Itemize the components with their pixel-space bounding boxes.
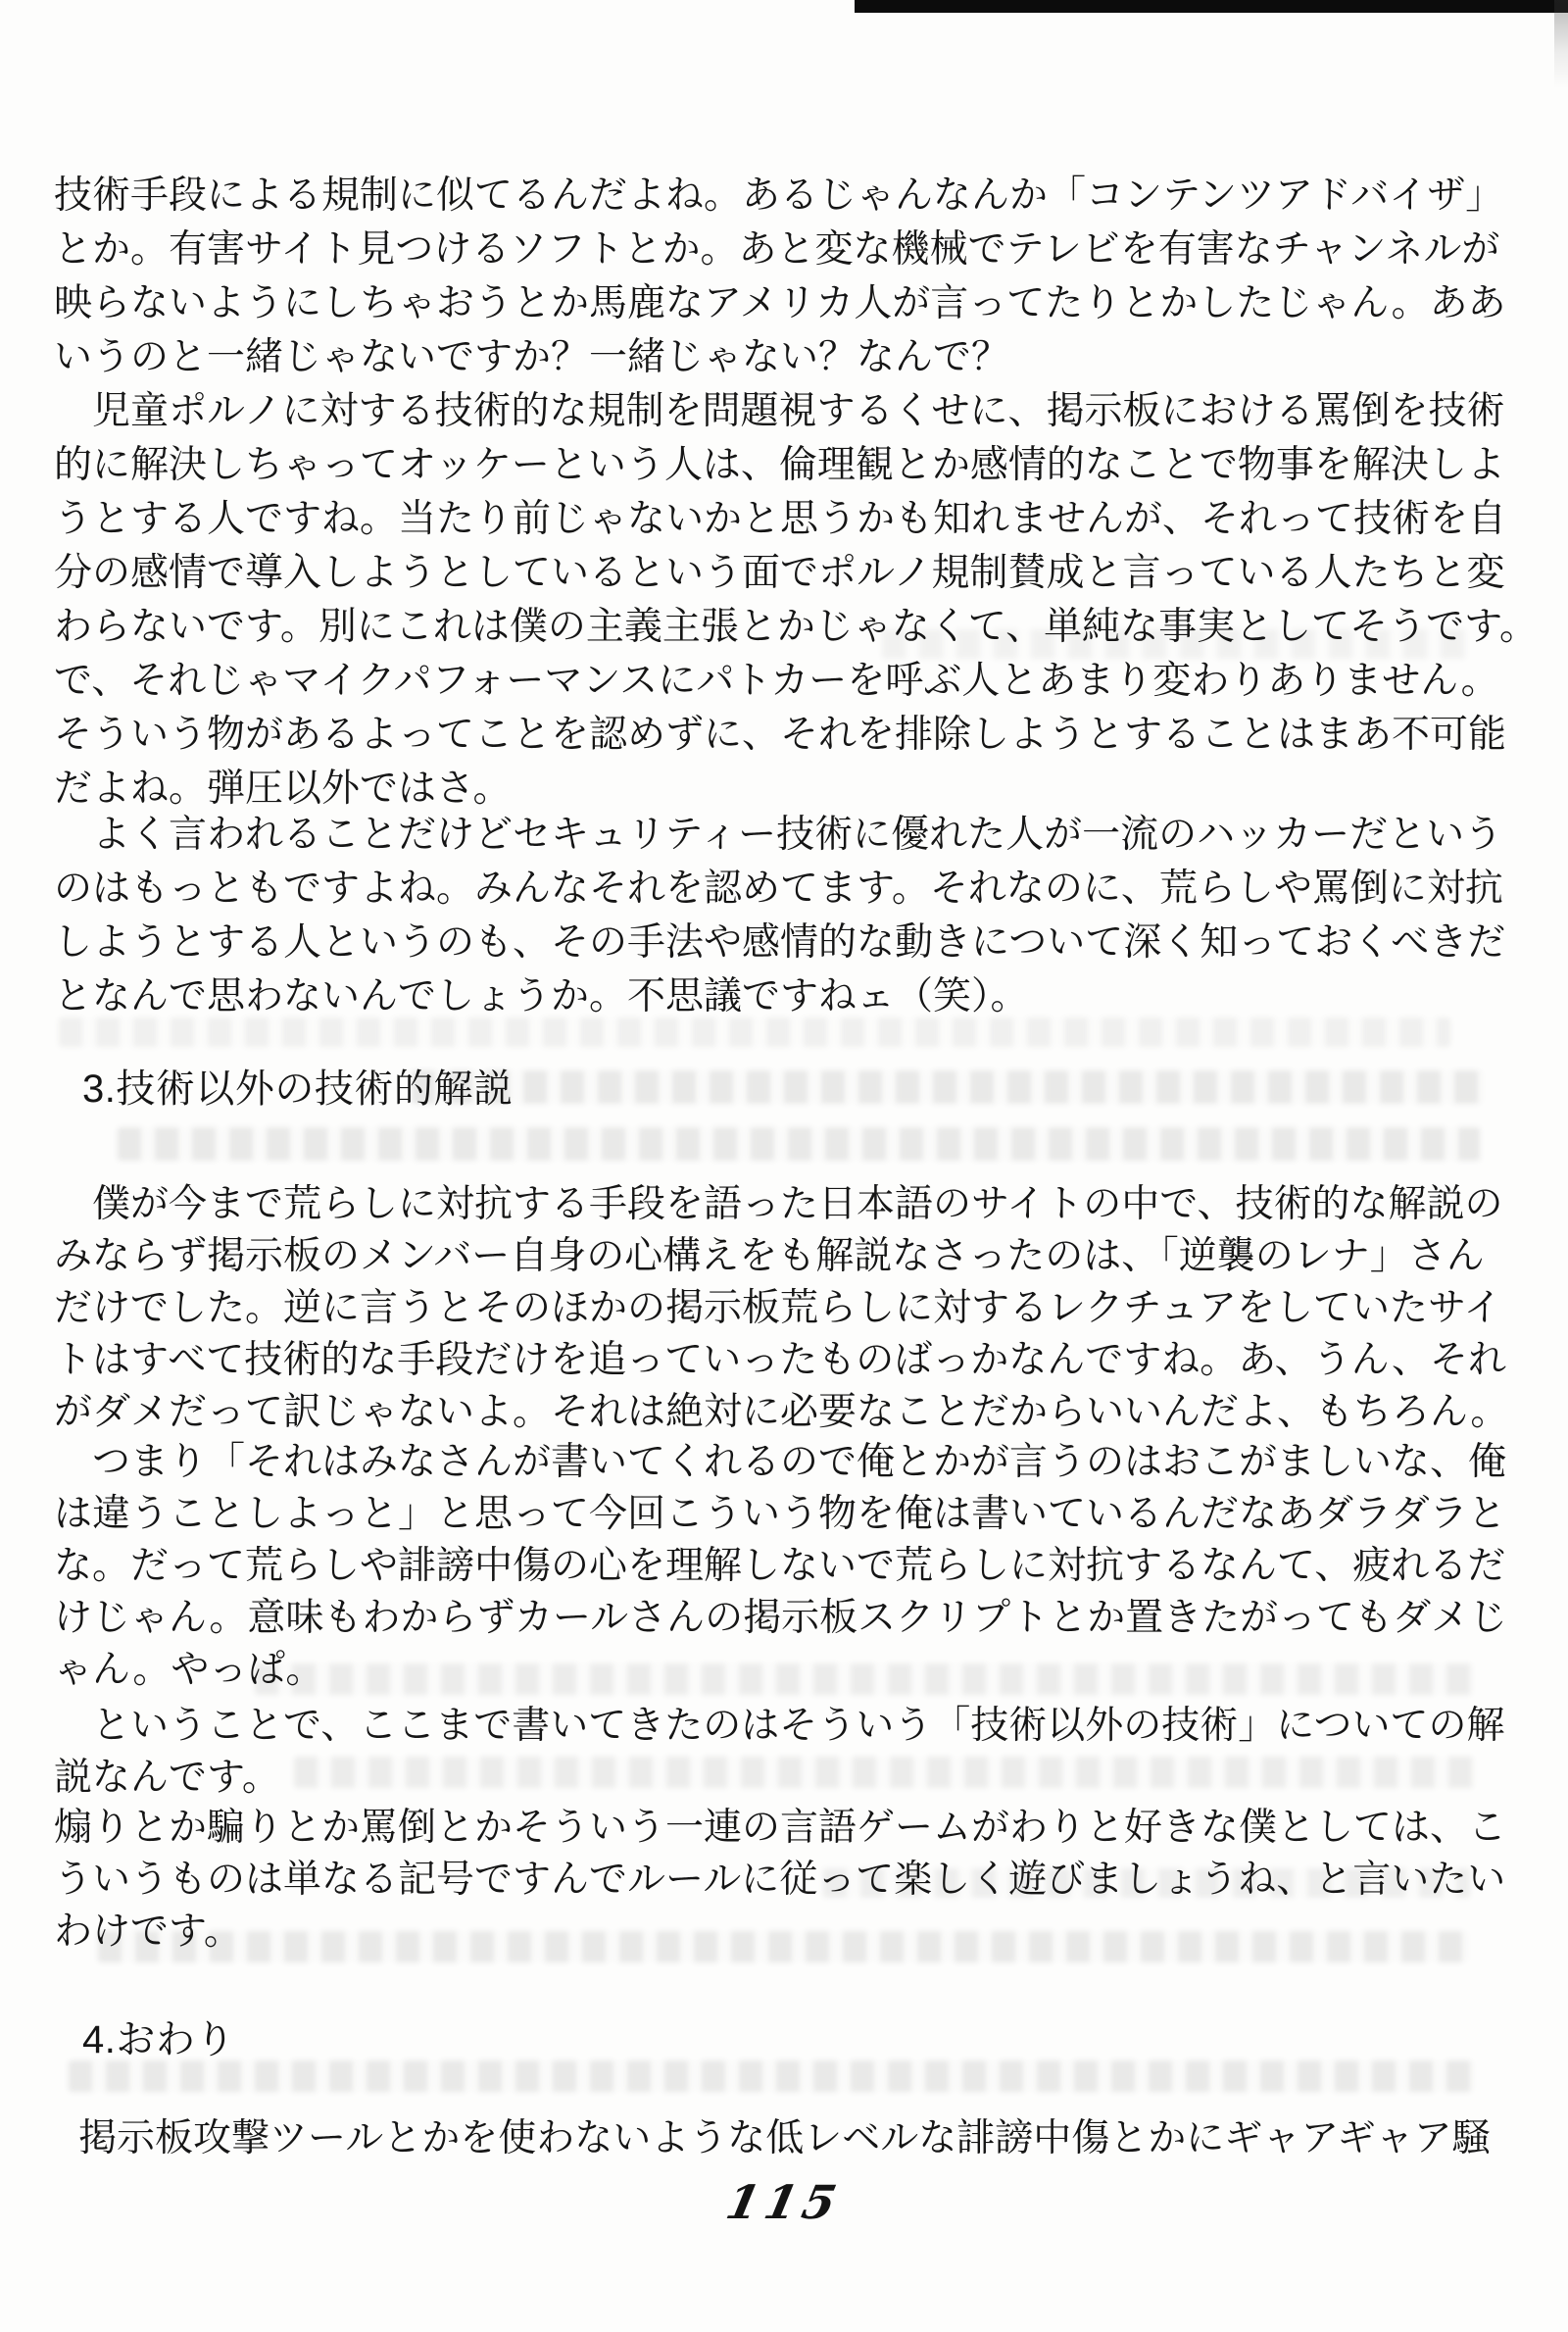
text-line: いうのと一緒じゃないですか？一緒じゃない？なんで？ <box>54 336 1010 378</box>
text-line: みならず掲示板のメンバー自身の心構えをも解説なさったのは、「逆襲のレナ」さん <box>54 1235 1485 1277</box>
paragraph-1 <box>54 169 1529 384</box>
paragraph-6 <box>54 1700 1529 1804</box>
paragraph-5 <box>54 1436 1529 1696</box>
text-line: トはすべて技術的な手段だけを追っていったものばっかなんですね。あ、うん、それ <box>54 1339 1507 1381</box>
page-number: 115 <box>721 2176 847 2230</box>
text-line: つまり「それはみなさんが書いてくれるので俺とかが言うのはおこがましいな、俺 <box>92 1441 1507 1483</box>
section-heading-4: 4.おわり <box>82 2018 235 2061</box>
text-line: 児童ポルノに対する技術的な規制を問題視するくせに、掲示板における罵倒を技術 <box>92 390 1505 432</box>
text-line: な。だって荒らしや誹謗中傷の心を理解しないで荒らしに対抗するなんて、疲れるだ <box>54 1545 1506 1587</box>
text-line: 的に解決しちゃってオッケーという人は、倫理観とか感情的なことで物事を解決しよ <box>54 444 1505 486</box>
text-line: わらないです。別にこれは僕の主義主張とかじゃなくて、単純な事実としてそうです。 <box>54 606 1538 648</box>
paragraph-2 <box>54 384 1538 816</box>
text-line: のはもっともですよね。みんなそれを認めてます。それなのに、荒らしや罵倒に対抗 <box>54 868 1503 910</box>
text-line: しようとする人というのも、その手法や感情的な動きについて深く知っておくべきだ <box>54 921 1506 964</box>
text-line: 掲示板攻撃ツールとかを使わないような低レベルな誹謗中傷とかにギャアギャア騒 <box>78 2117 1491 2159</box>
text-line: 技術手段による規制に似てるんだよね。あるじゃんなんか「コンテンツアドバイザ」 <box>54 174 1504 217</box>
text-line: そういう物があるよってことを認めずに、それを排除しようとすることはまあ不可能 <box>54 714 1507 756</box>
scan-edge-artifact <box>855 0 1568 13</box>
text-line: となんで思わないんでしょうか。不思議ですねェ（笑）。 <box>54 975 1029 1017</box>
text-line: で、それじゃマイクパフォーマンスにパトカーを呼ぶ人とあまり変わりありません。 <box>54 660 1499 702</box>
text-line: うとする人ですね。当たり前じゃないかと思うかも知れませんが、それって技術を自 <box>54 498 1507 540</box>
text-line: ゃん。やっぱ。 <box>54 1649 324 1691</box>
text-line: がダメだって訳じゃないよ。それは絶対に必要なことだからいいんだよ、もちろん。 <box>54 1391 1509 1433</box>
text-line: だよね。弾圧以外ではさ。 <box>54 768 512 810</box>
section-heading-3: 3.技術以外の技術的解説 <box>82 1067 514 1111</box>
paragraph-4 <box>54 1178 1529 1438</box>
text-line: ということで、ここまで書いてきたのはそういう「技術以外の技術」についての解 <box>92 1705 1505 1747</box>
text-line: 僕が今まで荒らしに対抗する手段を語った日本語のサイトの中で、技術的な解説の <box>92 1183 1503 1225</box>
paragraph-7 <box>54 1802 1529 1958</box>
text-line: けじゃん。意味もわからずカールさんの掲示板スクリプトとか置きたがってもダメじ <box>54 1597 1508 1639</box>
text-line: とか。有害サイト見つけるソフトとか。あと変な機械でテレビを有害なチャンネルが <box>54 228 1500 271</box>
text-line: 説なんです。 <box>54 1757 280 1799</box>
text-line: だけでした。逆に言うとそのほかの掲示板荒らしに対するレクチュアをしていたサイ <box>54 1287 1502 1329</box>
text-line: 分の感情で導入しようとしているという面でポルノ規制賛成と言っている人たちと変 <box>54 552 1505 594</box>
text-line: は違うことしよっと」と思って今回こういう物を俺は書いているんだなあダラダラと <box>54 1493 1506 1535</box>
bleed-through-artifact <box>118 1127 1480 1161</box>
bleed-through-artifact <box>69 2060 1475 2092</box>
text-line: ういうものは単なる記号ですんでルールに従って楽しく遊びましょうね、と言いたい <box>54 1859 1506 1901</box>
paragraph-3 <box>54 808 1529 1023</box>
text-line: 映らないようにしちゃおうとか馬鹿なアメリカ人が言ってたりとかしたじゃん。ああ <box>54 282 1506 324</box>
bleed-through-artifact <box>412 1070 1485 1104</box>
scan-corner-smudge <box>1554 0 1568 88</box>
text-line: わけです。 <box>54 1910 242 1953</box>
text-line: よく言われることだけどセキュリティー技術に優れた人が一流のハッカーだという <box>92 814 1503 856</box>
paragraph-8 <box>54 2112 1529 2164</box>
text-line: 煽りとか騙りとか罵倒とかそういう一連の言語ゲームがわりと好きな僕としては、こ <box>54 1807 1507 1849</box>
